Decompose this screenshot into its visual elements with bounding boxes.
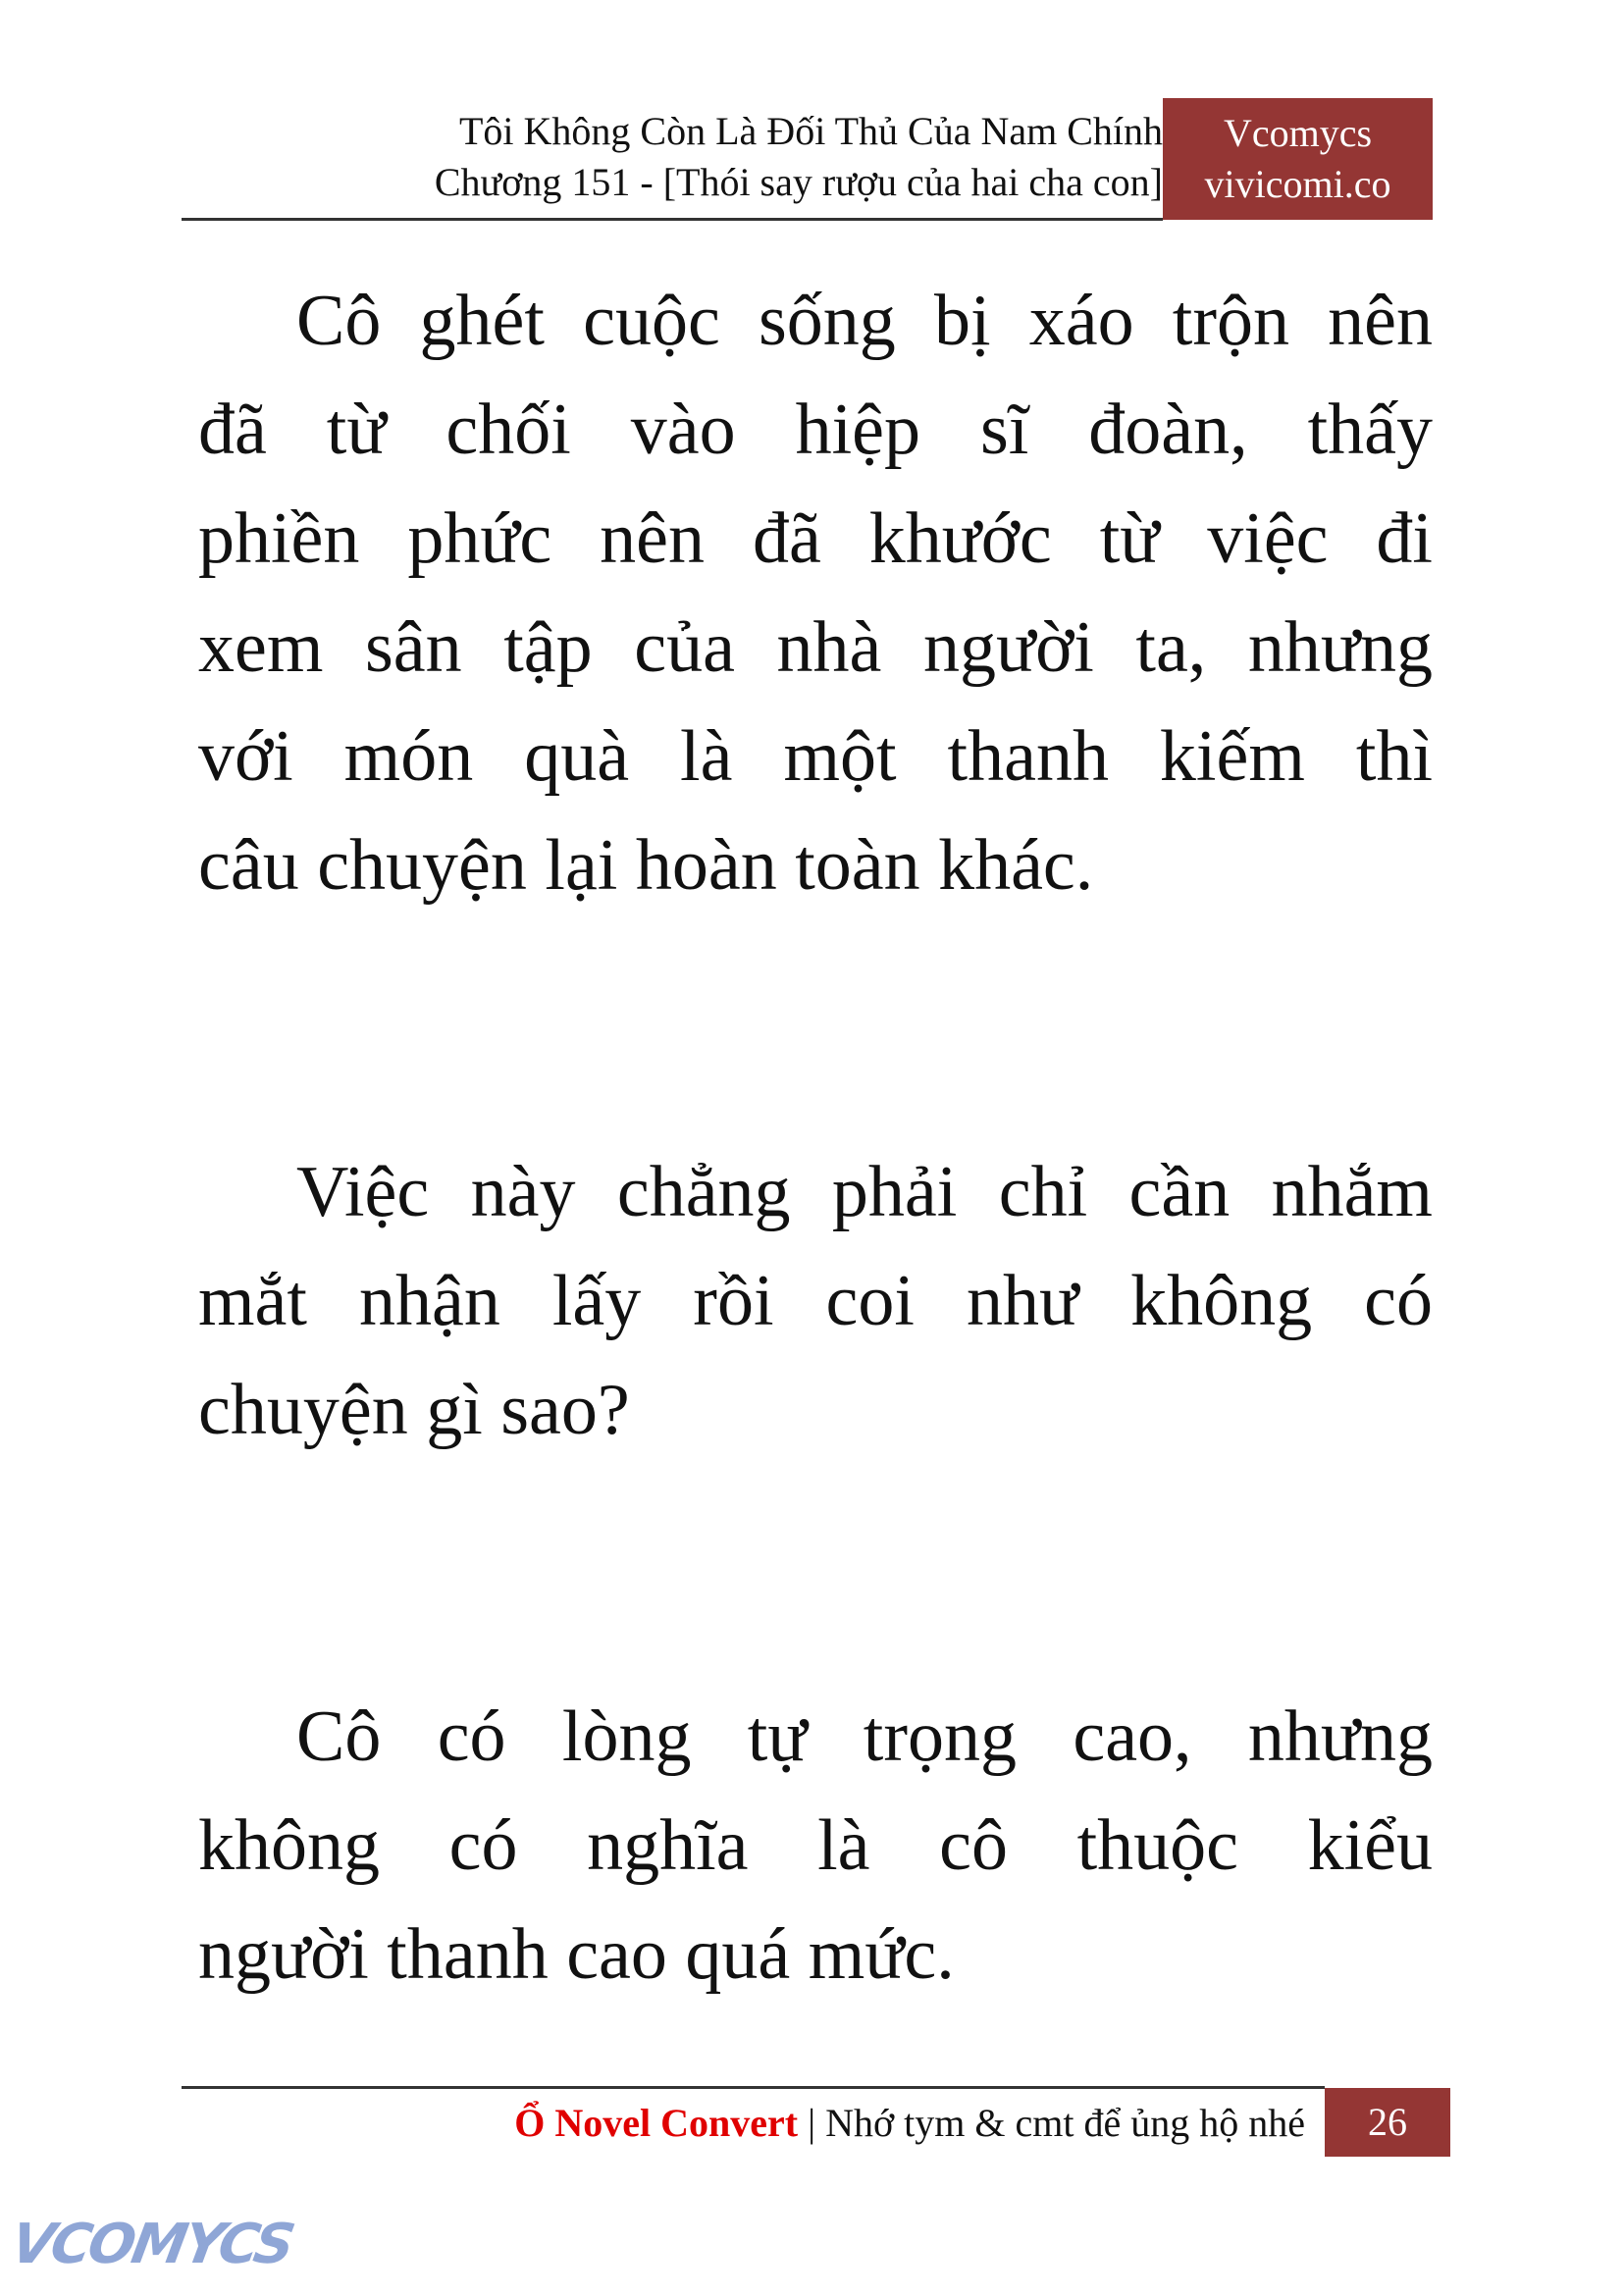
brand-box (1163, 98, 1433, 220)
paragraph (198, 1683, 1433, 2009)
page-number: 26 (1325, 2088, 1450, 2157)
footer-divider (182, 2086, 1325, 2089)
text-line: câu chuyện lại hoàn toàn khác. (198, 825, 1094, 906)
text-line: không có nghĩa là cô thuộc kiểu (198, 1805, 1433, 1886)
text-line: phiền phức nên đã khước từ việc đi (198, 498, 1433, 579)
paragraph (198, 267, 1433, 920)
watermark-logo: VCOMYCS (6, 2213, 297, 2276)
text-line: người thanh cao quá mức. (198, 1914, 955, 1995)
running-header (435, 106, 1163, 208)
book-title: Tôi Không Còn Là Đối Thủ Của Nam Chính (459, 109, 1163, 153)
brand-site: vivicomi.co (1204, 162, 1391, 206)
text-line: xem sân tập của nhà người ta, nhưng (198, 607, 1433, 688)
text-line: Cô ghét cuộc sống bị xáo trộn nên (296, 281, 1433, 361)
footer-text (514, 2098, 1305, 2149)
page-body (198, 267, 1433, 2227)
text-line: mắt nhận lấy rồi coi như không có (198, 1261, 1433, 1341)
footer-separator: | (808, 2101, 816, 2145)
header-divider (182, 218, 1163, 221)
paragraph (198, 1138, 1433, 1465)
text-line: Việc này chẳng phải chỉ cần nhắm (296, 1152, 1433, 1232)
text-line: đã từ chối vào hiệp sĩ đoàn, thấy (198, 390, 1433, 470)
footer-brand: Ổ Novel Convert (514, 2101, 799, 2145)
chapter-title: Chương 151 - [Thói say rượu của hai cha con] (434, 160, 1163, 204)
text-line: Cô có lòng tự trọng cao, nhưng (296, 1696, 1433, 1777)
brand-name: Vcomycs (1223, 111, 1373, 155)
footer-message: Nhớ tym & cmt để ủng hộ nhé (825, 2101, 1305, 2145)
text-line: chuyện gì sao? (198, 1370, 630, 1450)
text-line: với món quà là một thanh kiếm thì (198, 716, 1433, 797)
